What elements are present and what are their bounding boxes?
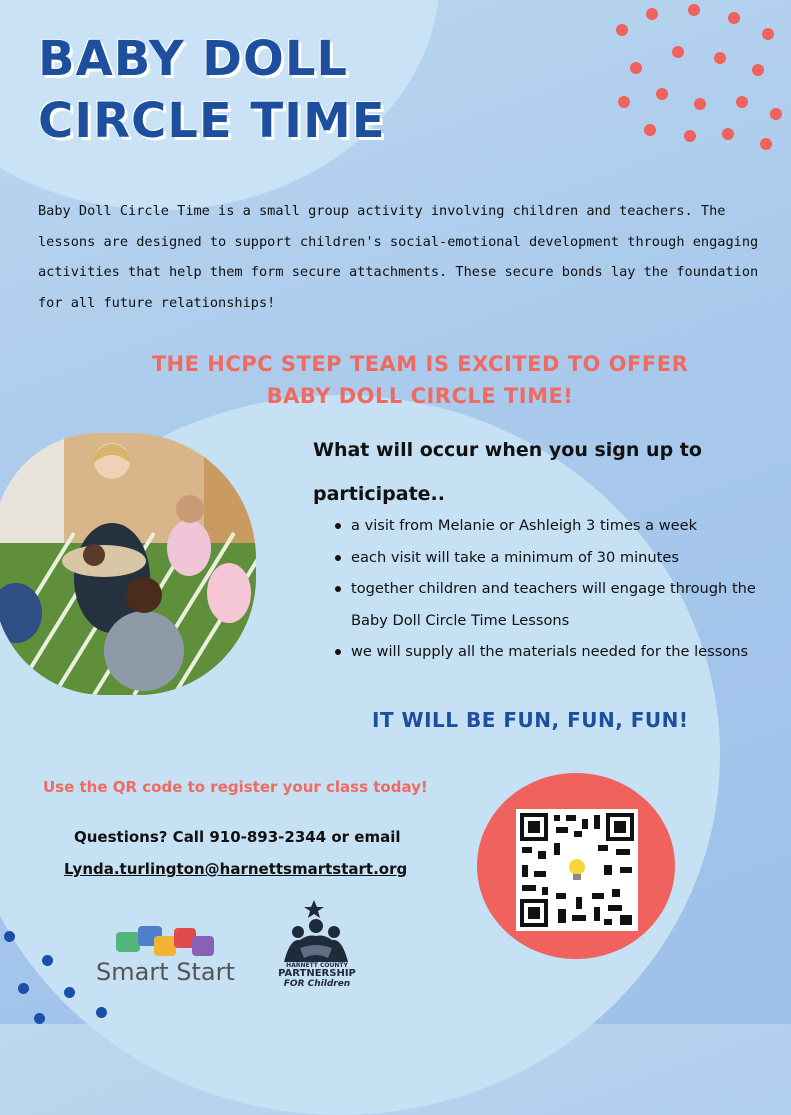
intro-paragraph: Baby Doll Circle Time is a small group activity involving children and teachers. The lessons are designed to support children's social-emotional development through engaging activities that help them form secure attachments. These secure bonds lay the foundation for all future relationships! (38, 203, 759, 311)
qr-code[interactable] (516, 809, 638, 931)
list-item: a visit from Melanie or Ashleigh 3 times a week (333, 510, 773, 542)
offer-heading (60, 348, 780, 412)
hcpc-top-text: HARNETT COUNTY (286, 962, 348, 969)
smart-start-wordmark: Smart Start (96, 958, 235, 986)
questions-text: Questions? Call 910-893-2344 or email (74, 828, 401, 846)
list-item: together children and teachers will engage through the Baby Doll Circle Time Lessons (333, 573, 773, 636)
participation-list (333, 510, 773, 668)
page-title (38, 28, 386, 152)
qr-prompt: Use the QR code to register your class today! (43, 778, 428, 796)
classroom-photo (0, 433, 256, 695)
coral-dots-decoration (610, 0, 791, 150)
hcpc-middle-text: PARTNERSHIP (278, 968, 356, 979)
offer-line-1: THE HCPC STEP TEAM IS EXCITED TO OFFER (151, 352, 689, 376)
title-line-1: BABY DOLL (38, 31, 348, 87)
hcpc-bottom-text: FOR Children (283, 979, 351, 989)
participation-heading: What will occur when you sign up to participate.. (313, 439, 702, 505)
list-item: each visit will take a minimum of 30 minutes (333, 542, 773, 574)
email-link[interactable]: Lynda.turlington@harnettsmartstart.org (64, 860, 408, 878)
hcpc-wordmark (271, 962, 363, 989)
list-item: we will supply all the materials needed for the lessons (333, 636, 773, 668)
offer-line-2: BABY DOLL CIRCLE TIME! (266, 384, 574, 408)
fun-tagline: IT WILL BE FUN, FUN, FUN! (372, 708, 689, 732)
title-line-2: CIRCLE TIME (38, 93, 386, 149)
